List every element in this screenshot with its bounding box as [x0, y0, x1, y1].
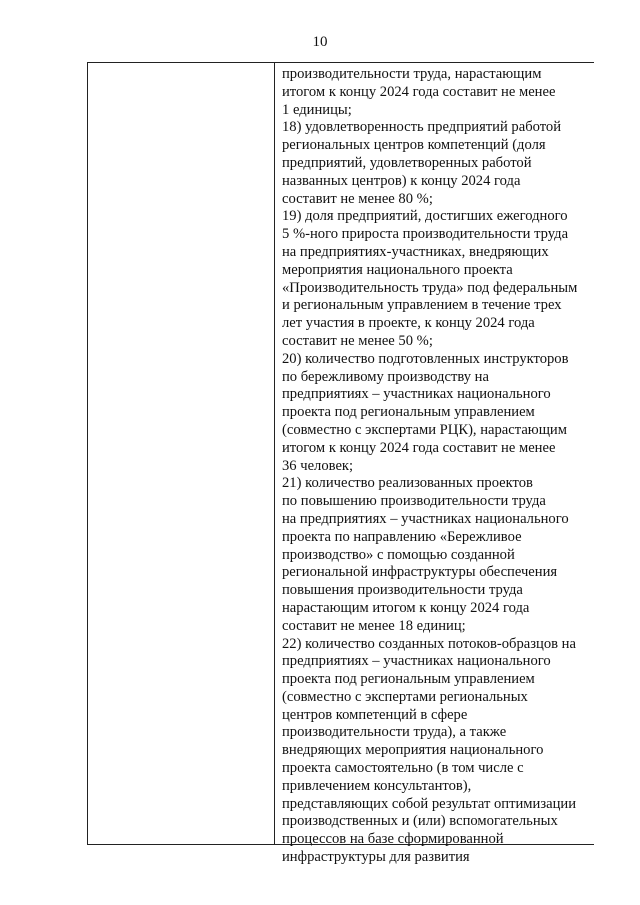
text-line: производственных и (или) вспомогательных — [282, 813, 558, 830]
page-number: 10 — [312, 34, 328, 50]
text-line: производительности труда), а также — [282, 724, 507, 741]
text-line: повышения производительности труда — [282, 582, 523, 599]
text-line: на предприятиях-участниках, внедряющих — [282, 243, 549, 260]
text-line: на предприятиях – участниках национального — [282, 510, 569, 527]
text-line: по повышению производительности труда — [282, 493, 546, 510]
text-line: 5 %-ного прироста производительности труда — [282, 226, 569, 243]
right-cell-text — [282, 66, 602, 867]
text-line: названных центров) к концу 2024 года — [282, 172, 521, 189]
text-line: проекта самостоятельно (в том числе с — [282, 760, 524, 777]
document-table — [87, 62, 594, 866]
column-divider — [274, 63, 275, 844]
text-line: и региональным управлением в течение трех — [282, 297, 562, 314]
text-line: предприятий, удовлетворенных работой — [282, 154, 532, 171]
text-line: по бережливому производству на — [282, 368, 489, 385]
text-line: 18) удовлетворенность предприятий работой — [282, 119, 562, 136]
text-line: предприятиях – участниках национального — [282, 386, 551, 403]
text-line: 22) количество созданных потоков-образцов на — [282, 635, 576, 652]
text-line: (совместно с экспертами региональных — [282, 688, 528, 705]
text-line: производство» с помощью созданной — [282, 546, 515, 563]
text-line: региональных центров компетенций (доля — [282, 137, 546, 154]
text-line: проекта по направлению «Бережливое — [282, 528, 522, 545]
text-line: составит не менее 50 %; — [282, 332, 433, 349]
text-line: составит не менее 18 единиц; — [282, 617, 466, 634]
text-line: нарастающим итогом к концу 2024 года — [282, 599, 530, 616]
text-line: составит не менее 80 %; — [282, 190, 433, 207]
text-line: процессов на базе сформированной — [282, 831, 504, 848]
text-line: центров компетенций в сфере — [282, 706, 468, 723]
text-line: проекта под региональным управлением — [282, 671, 535, 688]
text-line: мероприятия национального проекта — [282, 261, 513, 278]
text-line: итогом к концу 2024 года составит не менее — [282, 83, 556, 100]
text-line: внедряющих мероприятия национального — [282, 742, 544, 759]
text-line: 19) доля предприятий, достигших ежегодного — [282, 208, 568, 225]
text-line: 20) количество подготовленных инструкторов — [282, 350, 569, 367]
text-line: 1 единицы; — [282, 101, 352, 118]
text-line: инфраструктуры для развития — [282, 849, 470, 866]
text-line: (совместно с экспертами РЦК), нарастающим — [282, 421, 567, 438]
text-line: лет участия в проекте, к концу 2024 года — [282, 315, 535, 332]
text-line: 21) количество реализованных проектов — [282, 475, 533, 492]
text-line: производительности труда, нарастающим — [282, 66, 542, 82]
text-line: проекта под региональным управлением — [282, 404, 535, 421]
text-line: региональной инфраструктуры обеспечения — [282, 564, 558, 581]
text-line: итогом к концу 2024 года составит не менее — [282, 439, 556, 456]
text-line: 36 человек; — [282, 457, 354, 474]
text-line: представляющих собой результат оптимизации — [282, 795, 577, 812]
text-line: «Производительность труда» под федеральным — [282, 279, 578, 296]
text-line: предприятиях – участниках национального — [282, 653, 551, 670]
text-line: привлечением консультантов), — [282, 777, 472, 794]
